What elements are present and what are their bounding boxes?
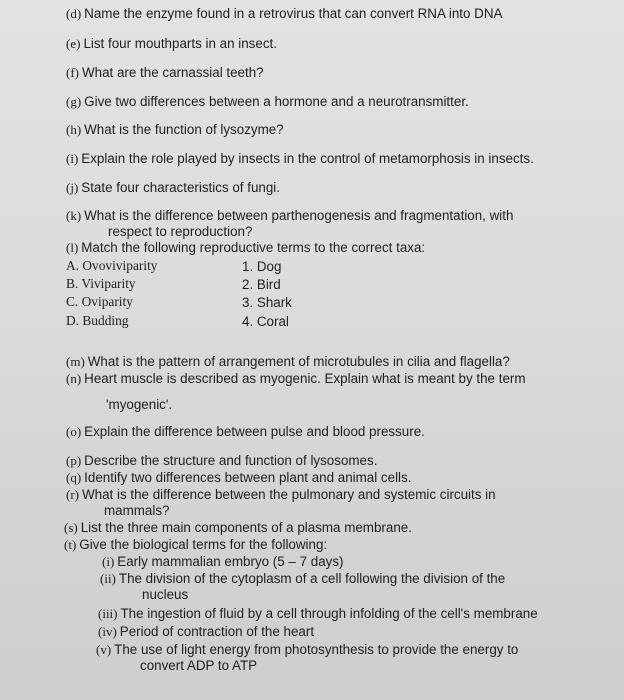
question-text: List the three main components of a plasma membrane. <box>80 520 412 535</box>
question-p <box>66 453 377 469</box>
match-taxon: 1. Dog <box>242 259 282 274</box>
match-term: A. Ovoviviparity <box>66 258 158 273</box>
match-term: C. Oviparity <box>66 294 133 309</box>
question-q <box>66 470 411 486</box>
question-number: (g) <box>66 94 82 109</box>
question-number: (m) <box>66 354 85 369</box>
question-number: (i) <box>66 151 79 166</box>
question-text: Name the enzyme found in a retrovirus that can convert RNA into DNA <box>84 6 503 21</box>
question-number: (h) <box>66 122 82 137</box>
question-number: (q) <box>66 470 82 485</box>
subitem-text: Early mammalian embryo (5 – 7 days) <box>117 554 344 569</box>
question-text: Describe the structure and function of lysosomes. <box>84 453 378 468</box>
question-number: (l) <box>66 240 79 255</box>
question-text: State four characteristics of fungi. <box>81 180 281 195</box>
match-taxon: 3. Shark <box>242 295 292 310</box>
question-number: (t) <box>64 537 77 552</box>
question-m <box>66 354 510 370</box>
question-s <box>64 520 412 536</box>
subitem-text-continued: nucleus <box>142 587 189 602</box>
question-text-continued: 'myogenic'. <box>106 397 173 412</box>
question-j <box>66 180 280 196</box>
question-number: (p) <box>66 453 82 468</box>
question-h <box>66 122 284 138</box>
question-number: (f) <box>66 65 79 80</box>
question-number: (j) <box>66 180 79 195</box>
subitem-iii <box>98 606 538 622</box>
subitem-ii <box>100 571 505 603</box>
question-text: What is the pattern of arrangement of microtubules in cilia and flagella? <box>87 354 510 369</box>
subitem-number: (i) <box>102 554 115 569</box>
question-text: Identify two differences between plant and animal cells. <box>84 470 412 485</box>
question-text-continued: respect to reproduction? <box>108 224 253 239</box>
question-r <box>66 487 496 519</box>
subitem-number: (iv) <box>98 624 117 639</box>
question-text: What is the difference between parthenogenesis and fragmentation, with <box>84 208 514 223</box>
subitem-text: The use of light energy from photosynthesis to provide the energy to <box>114 642 519 657</box>
question-e <box>66 36 277 52</box>
subitem-number: (iii) <box>98 606 118 621</box>
question-n <box>66 371 526 413</box>
question-text: Explain the role played by insects in the control of metamorphosis in insects. <box>81 151 534 166</box>
subitem-text: The ingestion of fluid by a cell through infolding of the cell's membrane <box>120 606 538 621</box>
question-number: (o) <box>66 424 82 439</box>
question-d <box>66 6 502 22</box>
question-i <box>66 151 534 167</box>
subitem-text-continued: convert ADP to ATP <box>140 658 258 673</box>
subitem-text: Period of contraction of the heart <box>119 624 315 639</box>
subitem-number: (v) <box>96 642 112 657</box>
question-text: What is the difference between the pulmonary and systemic circuits in <box>82 487 496 502</box>
question-number: (r) <box>66 487 79 502</box>
question-g <box>66 94 469 110</box>
subitem-v <box>96 642 518 674</box>
question-number: (e) <box>66 36 81 51</box>
question-k <box>66 208 513 240</box>
question-text: Match the following reproductive terms to the correct taxa: <box>81 240 426 255</box>
question-text: What is the function of lysozyme? <box>84 122 284 137</box>
question-number: (k) <box>66 208 82 223</box>
question-o <box>66 424 425 440</box>
question-text: Heart muscle is described as myogenic. Explain what is meant by the term <box>84 371 526 386</box>
match-taxon: 4. Coral <box>242 314 289 329</box>
subitem-text: The division of the cytoplasm of a cell following the division of the <box>118 571 506 586</box>
question-text-continued: mammals? <box>104 503 170 518</box>
question-t <box>64 537 327 553</box>
question-number: (d) <box>66 6 82 21</box>
match-taxon: 2. Bird <box>242 277 281 292</box>
subitem-i <box>102 554 344 570</box>
question-text: Give the biological terms for the following: <box>79 537 328 552</box>
match-term: B. Viviparity <box>66 276 136 291</box>
question-text: What are the carnassial teeth? <box>82 65 264 80</box>
subitem-iv <box>98 624 314 640</box>
question-number: (s) <box>64 520 78 535</box>
question-number: (n) <box>66 371 82 386</box>
question-text: Give two differences between a hormone and a neurotransmitter. <box>84 94 469 109</box>
question-text: Explain the difference between pulse and blood pressure. <box>84 424 425 439</box>
question-text: List four mouthparts in an insect. <box>83 36 277 51</box>
question-f <box>66 65 264 81</box>
subitem-number: (ii) <box>100 571 116 586</box>
match-term: D. Budding <box>66 313 129 328</box>
question-l <box>66 240 425 256</box>
